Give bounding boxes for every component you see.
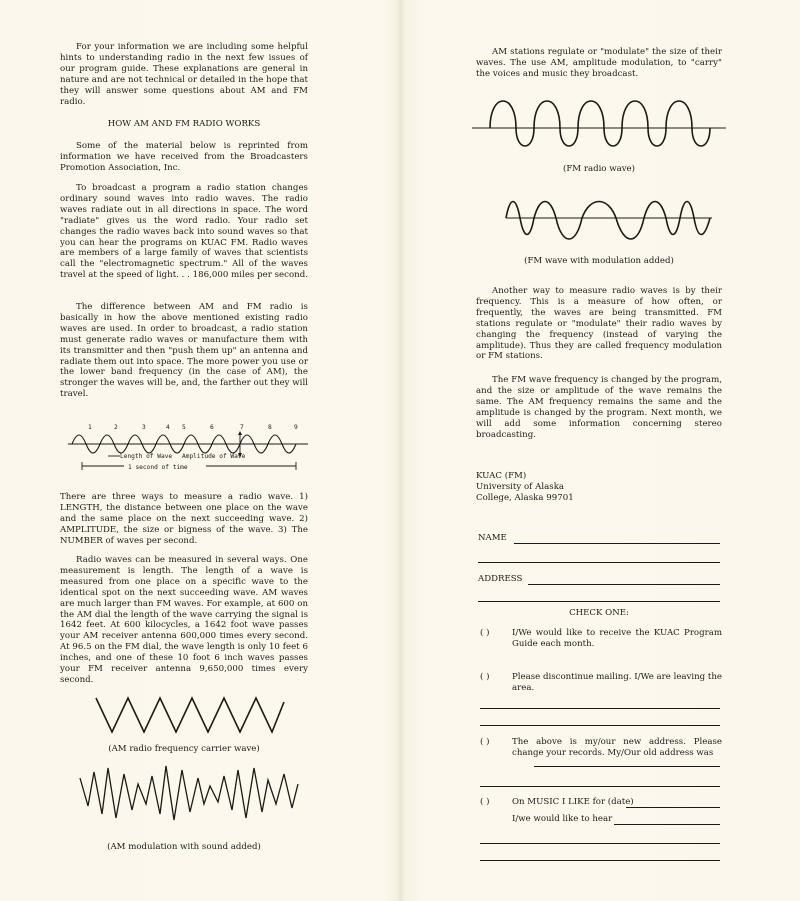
option-new-address-checkbox[interactable]: ( ): [480, 737, 490, 747]
would-like-to-hear-field[interactable]: [614, 824, 720, 825]
option-receive-guide[interactable]: [480, 628, 722, 652]
diagram-num-5: 5: [182, 424, 186, 431]
option-receive-label: I/We would like to receive the KUAC Program Guide each month.: [512, 628, 722, 649]
length-of-wave-label: Length of Wave: [120, 453, 173, 460]
diagram-num-1: 1: [88, 424, 92, 431]
amplitude-of-wave-label: Amplitude of Wave: [182, 453, 246, 460]
check-one-heading: CHECK ONE:: [569, 608, 629, 618]
section-heading: HOW AM AND FM RADIO WORKS: [107, 119, 261, 129]
address-field[interactable]: [528, 584, 720, 585]
diagram-num-9: 9: [294, 424, 298, 431]
frequency-paragraph: Another way to measure radio waves is by their frequency. This is a measure of how often, or frequently, the waves are being transmitted. FM stations regulate or "modulate" their radio waves by changing the frequency (instead of varying the amplitude). Thus they are called frequency modulation or FM stations.: [476, 286, 722, 362]
diagram-num-8: 8: [268, 424, 272, 431]
diagram-num-3: 3: [142, 424, 146, 431]
amplitude-arrow-up-icon: [238, 431, 242, 435]
station-address: [476, 471, 722, 504]
name-label: NAME: [478, 533, 507, 543]
music-line-3[interactable]: [480, 860, 720, 861]
address-line-3: College, Alaska 99701: [476, 492, 574, 503]
discontinue-line-2[interactable]: [480, 725, 720, 726]
am-fm-difference-paragraph: The difference between AM and FM radio is basically in how the above mentioned existing radio waves are used. In order to broadcast, a radio station must generate radio waves or manufacture them with its transmitter and then "push them up" an antenna and radiate them out into space. The more power you use or the lower band frequency (in the case of AM), the stronger the waves will be, and, the farther out they will travel.: [60, 302, 308, 400]
address-field-line-2[interactable]: [478, 601, 720, 602]
am-modulation-figure: [80, 764, 300, 824]
fm-modulation-caption: (FM wave with modulation added): [524, 256, 674, 266]
name-field[interactable]: [514, 543, 720, 544]
would-like-to-hear-label: I/we would like to hear: [512, 814, 613, 824]
am-carrier-caption: (AM radio frequency carrier wave): [108, 744, 260, 754]
three-ways-paragraph: There are three ways to measure a radio wave. 1) LENGTH, the distance between one place on the wave and the same place on the next succeeding wave. 2) AMPLITUDE, the size or bigness of the wave. 3) The NUMBER of waves per second.: [60, 492, 308, 546]
old-address-field[interactable]: [534, 766, 720, 767]
fm-modulated-wave: [506, 202, 710, 240]
fm-wave: [490, 101, 710, 146]
option-new-address-label: The above is my/our new address. Please change your records. My/Our old address was: [512, 737, 722, 758]
am-modulate-paragraph: AM stations regulate or "modulate" the size of their waves. The use AM, amplitude modulation, to "carry" the voices and music they broadcast.: [476, 47, 722, 79]
broadcast-paragraph: To broadcast a program a radio station changes ordinary sound waves into radio waves. The radio waves radiate out in all directions in space. The word "radiate" gives us the word radio. Your radio set changes the radio waves back into sound waves so that you can hear the programs on KUAC FM. Radio waves are members of a large family of waves that scientists call the "electromagnetic spectrum." All of the waves travel at the speed of light. . . 186,000 miles per second.: [60, 183, 308, 281]
address-line-1: KUAC (FM): [476, 471, 527, 481]
diagram-num-7: 7: [240, 424, 244, 431]
am-modulation-caption: (AM modulation with sound added): [107, 842, 261, 852]
option-discontinue-checkbox[interactable]: ( ): [480, 672, 490, 682]
option-discontinue[interactable]: [480, 672, 722, 696]
name-field-line-2[interactable]: [478, 562, 720, 563]
diagram-num-2: 2: [114, 424, 118, 431]
fm-wave-figure: [472, 92, 726, 156]
fm-modulated-figure: [506, 194, 712, 254]
am-modulated-wave: [80, 766, 298, 820]
option-music-checkbox[interactable]: ( ): [480, 797, 490, 807]
fm-wave-caption: (FM radio wave): [562, 164, 635, 174]
measurement-paragraph: Radio waves can be measured in several ways. One measurement is length. The length of a wave is measured from one place on a specific wave to the identical spot on the next succeeding wave. AM waves are much larger than FM waves. For example, at 600 on the AM dial the length of the wave carrying the signal is 1642 feet. At 600 kilocycles, a 1642 foot wave passes your AM receiver antenna 600,000 times every second. At 96.5 on the FM dial, the wave length is only 10 feet 6 inches, and one of these 10 foot 6 inch waves passes your FM receiver antenna 9,650,000 times every second.: [60, 555, 308, 685]
am-carrier-wave-figure: [96, 692, 286, 738]
address-line-2: University of Alaska: [476, 481, 565, 492]
time-label: 1 second of time: [128, 464, 188, 471]
option-discontinue-label: Please discontinue mailing. I/We are leaving the area.: [512, 672, 722, 693]
reprint-paragraph: Some of the material below is reprinted from information we have received from the Broadcasters Promotion Association, Inc.: [60, 141, 308, 173]
diagram-num-6: 6: [210, 424, 214, 431]
fm-am-compare-paragraph: The FM wave frequency is changed by the program, and the size or amplitude of the wave remains the same. The AM frequency remains the same and the amplitude is changed by the program. Next month, we will add some information concerning stereo broadcasting.: [476, 375, 722, 440]
discontinue-line-1[interactable]: [480, 708, 720, 709]
option-music-label: On MUSIC I LIKE for (date): [512, 797, 634, 807]
wave-measurement-diagram: [68, 420, 308, 472]
am-carrier-wave: [96, 698, 284, 732]
address-label: ADDRESS: [478, 574, 523, 584]
option-receive-checkbox[interactable]: ( ): [480, 628, 490, 638]
music-date-field[interactable]: [626, 807, 720, 808]
intro-paragraph: For your information we are including some helpful hints to understanding radio in the next few issues of our program guide. These explanations are general in nature and are not technical or detailed in the hope that they will answer some questions about AM and FM radio.: [60, 42, 308, 107]
option-music[interactable]: [480, 797, 722, 811]
diagram-num-4: 4: [166, 424, 170, 431]
music-line-2[interactable]: [480, 843, 720, 844]
old-address-line-2[interactable]: [480, 786, 720, 787]
